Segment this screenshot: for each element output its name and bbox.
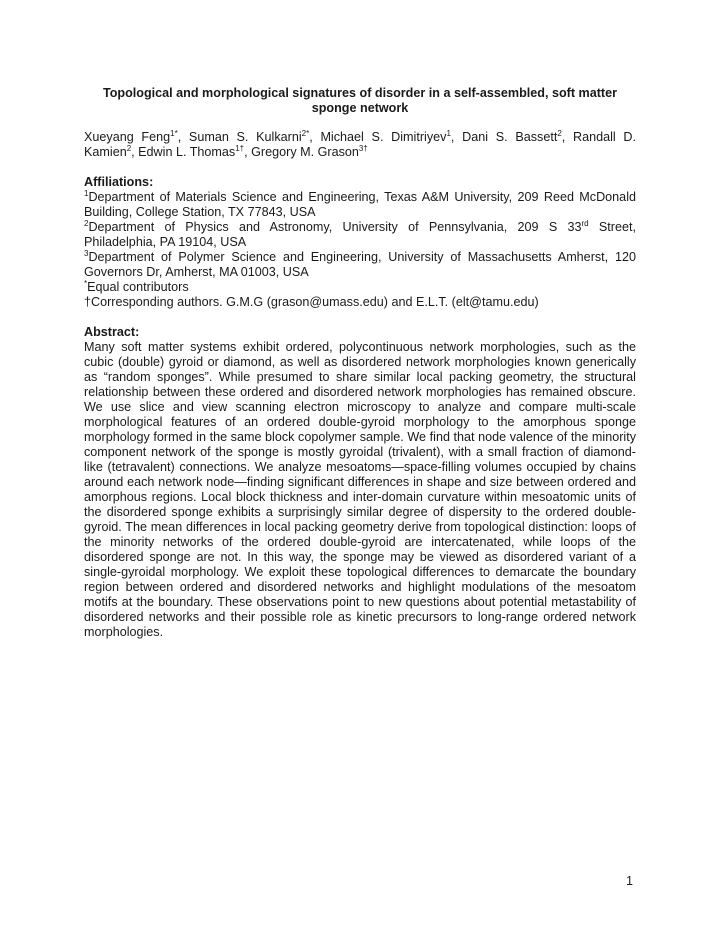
equal-contribution-note: *Equal contributors xyxy=(84,278,189,294)
author: Gregory M. Grason$^{3\dagger}$ xyxy=(251,143,368,159)
affiliation: $^2$Department of Physics and Astronomy, University of Pennsylvania, 209 S 33rd Street, Philadelphia, PA 19104, USA xyxy=(84,218,636,249)
author: Xueyang Feng$^{1*}$, xyxy=(84,128,189,144)
abstract-text: Many soft matter systems exhibit ordered, polycontinuous network morphologies, such as the cubic (double) gyroid or diamond, as well as disordered network morphologies known generically as “random sponges”. While presumed to share similar local packing geometry, the structural relationship between these ordered and disordered network morphologies has remained obscure. We use slice and view scanning electron microscopy to analyze and compare multi-scale morphological features of an ordered double-gyroid morphology to the amorphous sponge morphology formed in the same block copolymer sample. We find that node valence of the minority component network of the sponge is mostly gyroidal (trivalent), with a small fraction of diamond-like (tetravalent) connections. We analyze mesoatoms—space-filling volumes occupied by chains around each network node—finding significant differences in shape and size between ordered and amorphous regions. Local block thickness and inter-domain curvature within mesoatomic units of the disordered sponge exhibits a surprisingly similar degree of dispersity to the ordered double-gyroid. The mean differences in local packing geometry derive from topological distinction: loops of the minority networks of the ordered double-gyroid are intercatenated, while loops of the disordered sponge are not. In this way, the sponge may be viewed as disordered variant of a single-gyroidal morphology. We exploit these topological differences to demarcate the boundary region between ordered and disordered networks and highlight modulations of the mesoatom motifs at the boundary. These observations point to new questions about potential metastability of disordered networks and their possible role as kinetic precursors to long-range ordered network morphologies. xyxy=(84,340,636,639)
author: Dani S. Bassett$^2$, xyxy=(462,128,574,144)
paper-title: Topological and morphological signatures of disorder in a self-assembled, soft matter sponge network xyxy=(102,86,618,115)
page-number: 1 xyxy=(626,874,634,888)
corresponding-authors-note: †Corresponding authors. G.M.G (grason@umass.edu) and E.L.T. (elt@tamu.edu) xyxy=(84,295,539,309)
abstract-section xyxy=(84,325,636,640)
affiliations-heading: Affiliations: xyxy=(84,175,154,189)
affiliation: $^3$Department of Polymer Science and Engineering, University of Massachusetts Amherst, 120 Governors Dr, Amherst, MA 01003, USA xyxy=(84,248,636,279)
abstract-heading: Abstract: xyxy=(84,325,140,339)
affiliation: $^1$Department of Materials Science and Engineering, Texas A&M University, 209 Reed McDonald Building, College Station, TX 77843, USA xyxy=(84,188,636,219)
author-list xyxy=(84,130,636,160)
author: Randall D. Kamien$^2$, xyxy=(84,130,637,159)
paper-page xyxy=(84,86,636,640)
affiliations-section xyxy=(84,175,636,310)
author: Suman S. Kulkarni$^{2*}$, xyxy=(188,128,321,144)
author: Michael S. Dimitriyev$^1$, xyxy=(320,128,463,144)
author: Edwin L. Thomas$^{1\dagger}$, xyxy=(138,143,252,159)
